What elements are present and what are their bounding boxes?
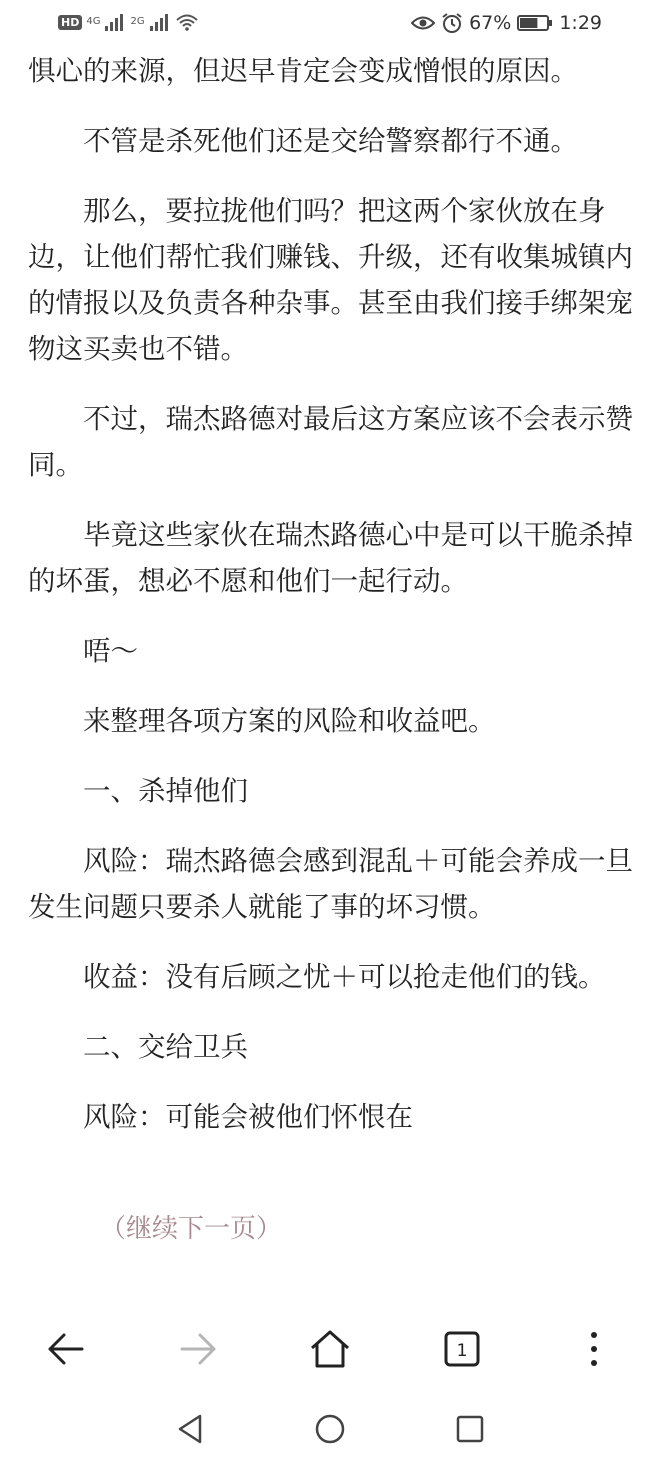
system-recents-button[interactable] xyxy=(446,1405,494,1453)
forward-button[interactable] xyxy=(170,1321,226,1377)
article-paragraph: 不管是杀死他们还是交给警察都行不通。 xyxy=(83,125,578,157)
signal-strength-icon xyxy=(149,12,171,32)
article-paragraph: 一、杀掉他们 xyxy=(83,775,248,807)
system-navigation-bar xyxy=(0,1391,660,1467)
article-paragraph: 收益：没有后顾之忧＋可以抢走他们的钱。 xyxy=(83,961,606,993)
back-button[interactable] xyxy=(38,1321,94,1377)
article-paragraph: 风险：可能会被他们怀恨在 xyxy=(83,1101,413,1133)
article-paragraph: 来整理各项方案的风险和收益吧。 xyxy=(83,705,496,737)
sim1-network-label: 4G xyxy=(86,16,101,27)
battery-percent: 67% xyxy=(469,12,512,34)
more-menu-button[interactable] xyxy=(566,1321,622,1377)
continue-next-page-link[interactable]: （继续下一页） xyxy=(100,1214,283,1244)
circle-home-icon xyxy=(314,1413,346,1445)
sim2-network-label: 2G xyxy=(130,16,145,27)
alarm-clock-icon xyxy=(441,12,463,34)
battery-icon xyxy=(517,14,553,32)
hd-badge: HD xyxy=(58,15,82,30)
signal-strength-icon xyxy=(104,12,126,32)
wifi-icon xyxy=(175,12,199,32)
status-bar xyxy=(0,0,660,50)
article-paragraph: 毕竟这些家伙在瑞杰路德心中是可以干脆杀掉的坏蛋，想必不愿和他们一起行动。 xyxy=(28,519,633,597)
more-vertical-icon xyxy=(588,1329,600,1369)
article-paragraph: 那么，要拉拢他们吗？把这两个家伙放在身边，让他们帮忙我们赚钱、升级，还有收集城镇内的情报以及负责各种杂事。甚至由我们接手绑架宠物这买卖也不错。 xyxy=(28,195,633,365)
tabs-button[interactable] xyxy=(434,1321,490,1377)
clock-time: 1:29 xyxy=(559,12,602,34)
status-right-group xyxy=(411,12,602,34)
home-button[interactable] xyxy=(302,1321,358,1377)
tab-count: 1 xyxy=(456,1341,468,1361)
article-paragraph: 二、交给卫兵 xyxy=(83,1031,248,1063)
browser-toolbar xyxy=(0,1305,660,1391)
system-home-button[interactable] xyxy=(306,1405,354,1453)
article-paragraph: 不过，瑞杰路德对最后这方案应该不会表示赞同。 xyxy=(28,403,633,481)
status-left-group xyxy=(58,12,199,32)
arrow-left-icon xyxy=(46,1331,86,1367)
tabs-icon xyxy=(442,1329,482,1369)
article-body xyxy=(28,48,634,1164)
system-back-button[interactable] xyxy=(166,1405,214,1453)
article-paragraph: 唔～ xyxy=(83,635,138,667)
eye-comfort-icon xyxy=(411,14,435,32)
article-paragraph: 风险：瑞杰路德会感到混乱＋可能会养成一旦发生问题只要杀人就能了事的坏习惯。 xyxy=(28,845,633,923)
arrow-right-icon xyxy=(178,1331,218,1367)
home-icon xyxy=(308,1328,352,1370)
article-paragraph: 惧心的来源，但迟早肯定会变成憎恨的原因。 xyxy=(28,55,578,87)
triangle-back-icon xyxy=(175,1413,205,1445)
square-recents-icon xyxy=(455,1414,485,1444)
